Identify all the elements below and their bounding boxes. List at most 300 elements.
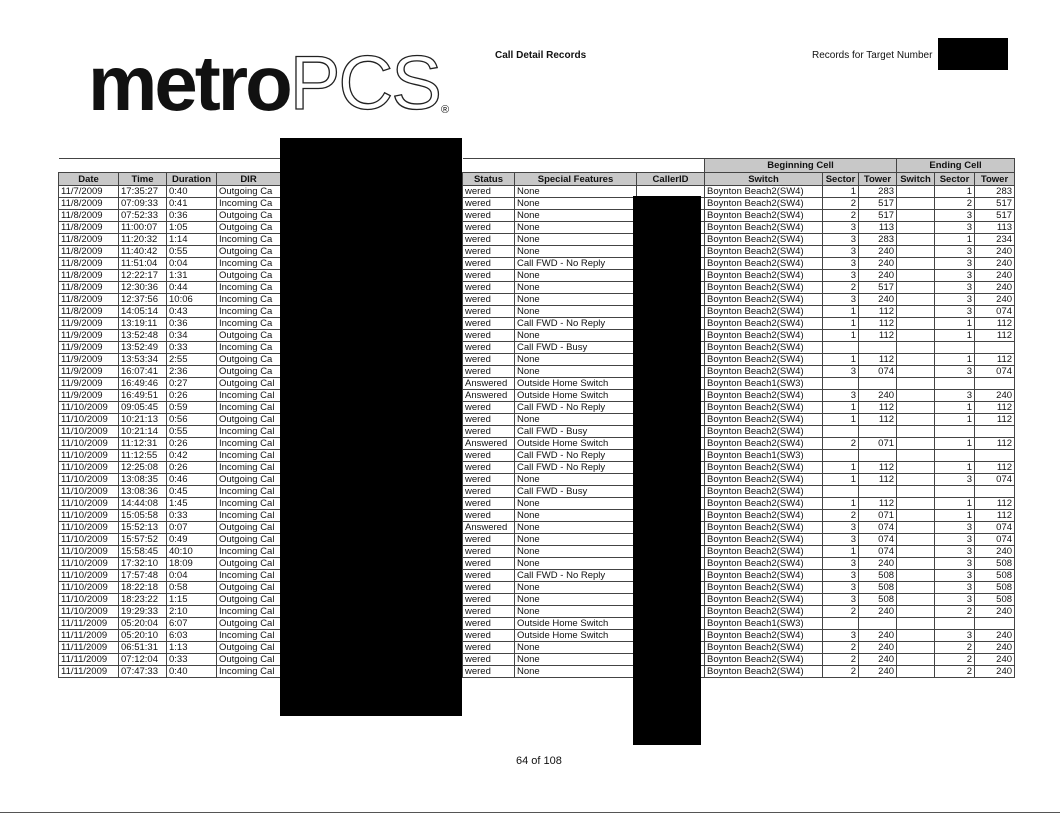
- table-cell: 11/8/2009: [59, 198, 119, 210]
- table-cell: 112: [859, 462, 897, 474]
- table-cell: 517: [975, 210, 1015, 222]
- table-cell: Boynton Beach2(SW4): [705, 498, 823, 510]
- table-cell: 234: [975, 234, 1015, 246]
- table-cell: 3: [823, 630, 859, 642]
- table-row: [59, 246, 281, 258]
- table-cell: 11/9/2009: [59, 318, 119, 330]
- table-cell: Boynton Beach2(SW4): [705, 402, 823, 414]
- table-row: [463, 666, 1015, 678]
- table-cell: 3: [935, 522, 975, 534]
- table-cell: Outgoing Cal: [217, 378, 281, 390]
- table-cell: 240: [975, 606, 1015, 618]
- table-cell: Boynton Beach1(SW3): [705, 618, 823, 630]
- table-cell: 0:33: [167, 510, 217, 522]
- table-cell: [897, 534, 935, 546]
- table-cell: 074: [859, 366, 897, 378]
- table-row: [59, 522, 281, 534]
- redaction-callerid-column: [633, 196, 701, 745]
- column-header: Special Features: [515, 173, 637, 186]
- table-cell: Outgoing Cal: [217, 474, 281, 486]
- table-cell: 3: [935, 582, 975, 594]
- table-cell: None: [515, 510, 637, 522]
- table-cell: 17:32:10: [119, 558, 167, 570]
- table-cell: 508: [975, 594, 1015, 606]
- table-cell: Incoming Ca: [217, 318, 281, 330]
- table-cell: 3: [935, 246, 975, 258]
- table-cell: 0:33: [167, 654, 217, 666]
- table-cell: 15:58:45: [119, 546, 167, 558]
- table-cell: Incoming Ca: [217, 282, 281, 294]
- table-cell: 11:12:55: [119, 450, 167, 462]
- table-row: [463, 558, 1015, 570]
- table-cell: [897, 282, 935, 294]
- table-cell: wered: [463, 354, 515, 366]
- table-cell: 07:52:33: [119, 210, 167, 222]
- table-cell: 1: [823, 354, 859, 366]
- table-cell: 0:40: [167, 186, 217, 198]
- table-row: [463, 498, 1015, 510]
- table-cell: None: [515, 474, 637, 486]
- table-cell: None: [515, 234, 637, 246]
- table-cell: Incoming Ca: [217, 342, 281, 354]
- spacer-cell: [167, 159, 217, 173]
- table-cell: Outgoing Ca: [217, 270, 281, 282]
- table-cell: wered: [463, 186, 515, 198]
- table-cell: 0:07: [167, 522, 217, 534]
- table-row: [463, 582, 1015, 594]
- table-cell: Outgoing Ca: [217, 222, 281, 234]
- target-number-label: Records for Target Number: [812, 50, 933, 61]
- table-cell: 1: [935, 354, 975, 366]
- table-cell: wered: [463, 654, 515, 666]
- table-row: [463, 294, 1015, 306]
- table-cell: Incoming Cal: [217, 390, 281, 402]
- table-cell: Incoming Cal: [217, 546, 281, 558]
- table-cell: 240: [859, 630, 897, 642]
- table-cell: 1: [823, 462, 859, 474]
- table-cell: wered: [463, 342, 515, 354]
- table-row: [59, 654, 281, 666]
- table-cell: Outgoing Ca: [217, 210, 281, 222]
- table-cell: Boynton Beach2(SW4): [705, 438, 823, 450]
- table-cell: [897, 642, 935, 654]
- table-cell: 1: [935, 510, 975, 522]
- table-cell: 11/10/2009: [59, 486, 119, 498]
- table-row: [463, 378, 1015, 390]
- table-cell: wered: [463, 282, 515, 294]
- table-cell: 2: [823, 642, 859, 654]
- table-cell: 240: [859, 270, 897, 282]
- table-cell: 11/8/2009: [59, 294, 119, 306]
- table-cell: None: [515, 222, 637, 234]
- table-cell: 11/8/2009: [59, 282, 119, 294]
- table-cell: Boynton Beach2(SW4): [705, 606, 823, 618]
- table-cell: None: [515, 282, 637, 294]
- table-cell: 112: [859, 354, 897, 366]
- table-cell: 283: [975, 186, 1015, 198]
- table-cell: 14:05:14: [119, 306, 167, 318]
- logo-pcs-text: PCS: [289, 41, 440, 126]
- table-cell: 0:27: [167, 378, 217, 390]
- table-cell: 517: [859, 210, 897, 222]
- table-cell: [897, 270, 935, 282]
- table-row: [59, 294, 281, 306]
- table-cell: Outgoing Cal: [217, 534, 281, 546]
- table-cell: [935, 342, 975, 354]
- table-cell: wered: [463, 570, 515, 582]
- table-cell: Outside Home Switch: [515, 378, 637, 390]
- table-cell: 1:05: [167, 222, 217, 234]
- table-cell: Boynton Beach2(SW4): [705, 294, 823, 306]
- table-cell: 2: [823, 510, 859, 522]
- table-cell: wered: [463, 198, 515, 210]
- table-cell: 11/9/2009: [59, 330, 119, 342]
- table-cell: 18:22:18: [119, 582, 167, 594]
- table-cell: None: [515, 246, 637, 258]
- table-cell: 1: [823, 402, 859, 414]
- table-cell: 240: [859, 390, 897, 402]
- table-row: [59, 366, 281, 378]
- table-cell: Incoming Cal: [217, 570, 281, 582]
- table-cell: 3: [935, 222, 975, 234]
- table-cell: 1: [823, 306, 859, 318]
- table-cell: [897, 390, 935, 402]
- table-cell: 11/8/2009: [59, 306, 119, 318]
- table-row: [463, 426, 1015, 438]
- table-cell: Incoming Ca: [217, 306, 281, 318]
- table-cell: None: [515, 594, 637, 606]
- table-cell: None: [515, 498, 637, 510]
- table-cell: 3: [935, 258, 975, 270]
- table-cell: None: [515, 666, 637, 678]
- table-cell: 11/8/2009: [59, 246, 119, 258]
- table-cell: wered: [463, 222, 515, 234]
- table-cell: 3: [935, 210, 975, 222]
- table-row: [59, 666, 281, 678]
- table-cell: Outside Home Switch: [515, 630, 637, 642]
- table-cell: 1: [823, 414, 859, 426]
- table-cell: 2: [823, 438, 859, 450]
- table-row: [463, 402, 1015, 414]
- ending-cell-header: Ending Cell: [897, 159, 1015, 173]
- table-row: [59, 318, 281, 330]
- table-cell: 0:34: [167, 330, 217, 342]
- table-cell: [823, 618, 859, 630]
- table-cell: 11/10/2009: [59, 402, 119, 414]
- table-row: [59, 210, 281, 222]
- table-cell: 3: [823, 582, 859, 594]
- spacer-cell: [637, 159, 705, 173]
- table-cell: Boynton Beach2(SW4): [705, 390, 823, 402]
- table-cell: 2: [823, 606, 859, 618]
- table-cell: Incoming Cal: [217, 426, 281, 438]
- table-cell: 0:46: [167, 474, 217, 486]
- table-cell: 240: [975, 246, 1015, 258]
- table-cell: Outgoing Cal: [217, 558, 281, 570]
- table-cell: None: [515, 270, 637, 282]
- table-cell: 05:20:04: [119, 618, 167, 630]
- table-cell: [897, 654, 935, 666]
- table-cell: 2: [935, 666, 975, 678]
- table-cell: 283: [859, 234, 897, 246]
- table-cell: Boynton Beach2(SW4): [705, 462, 823, 474]
- left-records-table: [58, 158, 281, 678]
- table-cell: 112: [859, 414, 897, 426]
- table-cell: Incoming Cal: [217, 630, 281, 642]
- column-header: CallerID: [637, 173, 705, 186]
- table-cell: 11/11/2009: [59, 618, 119, 630]
- table-row: [463, 486, 1015, 498]
- table-cell: None: [515, 642, 637, 654]
- table-cell: 0:56: [167, 414, 217, 426]
- table-cell: Incoming Cal: [217, 462, 281, 474]
- table-cell: 3: [823, 258, 859, 270]
- table-cell: wered: [463, 450, 515, 462]
- table-cell: 6:03: [167, 630, 217, 642]
- table-cell: 09:05:45: [119, 402, 167, 414]
- table-cell: 11/10/2009: [59, 558, 119, 570]
- table-row: [59, 450, 281, 462]
- table-cell: 3: [935, 282, 975, 294]
- table-row: [463, 270, 1015, 282]
- table-spacer-row: [59, 159, 281, 173]
- table-row: [59, 462, 281, 474]
- table-row: [59, 558, 281, 570]
- table-cell: 3: [935, 570, 975, 582]
- table-cell: 3: [823, 246, 859, 258]
- table-row: [59, 570, 281, 582]
- table-cell: Incoming Cal: [217, 486, 281, 498]
- table-cell: 1: [935, 498, 975, 510]
- spacer-cell: [463, 159, 515, 173]
- table-row: [463, 342, 1015, 354]
- table-cell: Call FWD - No Reply: [515, 450, 637, 462]
- table-cell: Boynton Beach2(SW4): [705, 486, 823, 498]
- table-cell: Outgoing Ca: [217, 246, 281, 258]
- table-row: [463, 450, 1015, 462]
- table-cell: wered: [463, 462, 515, 474]
- table-row: [59, 234, 281, 246]
- table-cell: 508: [859, 570, 897, 582]
- table-cell: Outgoing Cal: [217, 522, 281, 534]
- table-cell: None: [515, 366, 637, 378]
- table-row: [59, 402, 281, 414]
- right-records-table: [462, 158, 1015, 678]
- table-cell: 508: [859, 594, 897, 606]
- column-header: Time: [119, 173, 167, 186]
- table-row: [463, 354, 1015, 366]
- table-cell: 10:21:14: [119, 426, 167, 438]
- table-cell: Incoming Ca: [217, 198, 281, 210]
- table-cell: 3: [823, 534, 859, 546]
- table-cell: [897, 342, 935, 354]
- column-header: Status: [463, 173, 515, 186]
- table-cell: wered: [463, 510, 515, 522]
- table-cell: wered: [463, 606, 515, 618]
- table-cell: [897, 498, 935, 510]
- table-cell: 19:29:33: [119, 606, 167, 618]
- table-cell: [823, 426, 859, 438]
- table-cell: Boynton Beach2(SW4): [705, 570, 823, 582]
- table-cell: wered: [463, 666, 515, 678]
- table-cell: 18:09: [167, 558, 217, 570]
- table-cell: 112: [975, 438, 1015, 450]
- table-cell: 0:42: [167, 450, 217, 462]
- table-cell: 11:12:31: [119, 438, 167, 450]
- column-header: Switch: [897, 173, 935, 186]
- table-cell: [935, 486, 975, 498]
- table-cell: 240: [975, 666, 1015, 678]
- table-cell: 06:51:31: [119, 642, 167, 654]
- table-cell: [975, 378, 1015, 390]
- table-cell: 40:10: [167, 546, 217, 558]
- table-cell: 0:59: [167, 402, 217, 414]
- table-cell: None: [515, 546, 637, 558]
- table-cell: wered: [463, 246, 515, 258]
- table-row: [59, 306, 281, 318]
- table-row: [59, 594, 281, 606]
- table-cell: 11/10/2009: [59, 522, 119, 534]
- table-cell: 11/11/2009: [59, 654, 119, 666]
- table-cell: 112: [975, 354, 1015, 366]
- column-header: Tower: [975, 173, 1015, 186]
- table-row: [59, 534, 281, 546]
- table-cell: 1: [935, 318, 975, 330]
- table-cell: 11/9/2009: [59, 366, 119, 378]
- table-cell: 11/9/2009: [59, 342, 119, 354]
- table-cell: Call FWD - Busy: [515, 342, 637, 354]
- table-row: [59, 342, 281, 354]
- table-cell: 1: [935, 402, 975, 414]
- table-cell: Call FWD - No Reply: [515, 570, 637, 582]
- table-row: [463, 210, 1015, 222]
- table-cell: 0:41: [167, 198, 217, 210]
- table-cell: Boynton Beach2(SW4): [705, 330, 823, 342]
- table-cell: Answered: [463, 390, 515, 402]
- table-cell: 11/9/2009: [59, 390, 119, 402]
- table-cell: 16:49:51: [119, 390, 167, 402]
- table-cell: 113: [975, 222, 1015, 234]
- table-cell: 0:04: [167, 570, 217, 582]
- table-cell: wered: [463, 366, 515, 378]
- table-cell: 071: [859, 510, 897, 522]
- table-cell: 0:58: [167, 582, 217, 594]
- table-cell: 240: [975, 630, 1015, 642]
- table-cell: 3: [823, 270, 859, 282]
- table-cell: 3: [823, 390, 859, 402]
- table-cell: [897, 426, 935, 438]
- table-row: [59, 606, 281, 618]
- table-row: [463, 234, 1015, 246]
- table-cell: 3: [823, 222, 859, 234]
- table-row: [59, 198, 281, 210]
- table-cell: [897, 630, 935, 642]
- table-row: [463, 570, 1015, 582]
- table-cell: Call FWD - Busy: [515, 426, 637, 438]
- table-cell: 11/10/2009: [59, 594, 119, 606]
- table-cell: 1: [823, 318, 859, 330]
- logo-registered-mark: ®: [441, 104, 450, 116]
- table-cell: 1:45: [167, 498, 217, 510]
- table-cell: Outgoing Cal: [217, 618, 281, 630]
- table-cell: [897, 198, 935, 210]
- table-row: [463, 306, 1015, 318]
- table-cell: 508: [975, 570, 1015, 582]
- table-cell: Outgoing Ca: [217, 186, 281, 198]
- table-cell: [897, 438, 935, 450]
- table-row: [463, 198, 1015, 210]
- table-cell: 112: [859, 474, 897, 486]
- table-cell: [897, 474, 935, 486]
- table-row: [463, 474, 1015, 486]
- table-cell: 0:26: [167, 462, 217, 474]
- table-row: [463, 546, 1015, 558]
- table-cell: 3: [935, 270, 975, 282]
- table-cell: 3: [823, 234, 859, 246]
- table-cell: 1: [823, 546, 859, 558]
- table-cell: 10:21:13: [119, 414, 167, 426]
- table-cell: 11/8/2009: [59, 234, 119, 246]
- table-cell: Boynton Beach2(SW4): [705, 306, 823, 318]
- table-cell: 11/11/2009: [59, 630, 119, 642]
- table-cell: 0:33: [167, 342, 217, 354]
- table-cell: [897, 258, 935, 270]
- table-row: [59, 618, 281, 630]
- table-cell: [897, 294, 935, 306]
- table-cell: Outgoing Ca: [217, 354, 281, 366]
- table-cell: Incoming Cal: [217, 498, 281, 510]
- table-cell: 074: [975, 522, 1015, 534]
- table-cell: 2:10: [167, 606, 217, 618]
- table-row: [59, 378, 281, 390]
- table-row: [59, 270, 281, 282]
- column-header: Date: [59, 173, 119, 186]
- table-row: [59, 498, 281, 510]
- table-cell: 11/10/2009: [59, 546, 119, 558]
- table-cell: 11/10/2009: [59, 534, 119, 546]
- table-row: [463, 438, 1015, 450]
- table-cell: wered: [463, 594, 515, 606]
- table-row: [463, 414, 1015, 426]
- table-cell: [859, 342, 897, 354]
- table-cell: 074: [859, 546, 897, 558]
- table-header-row: [59, 173, 281, 186]
- table-cell: [897, 666, 935, 678]
- table-cell: Incoming Ca: [217, 234, 281, 246]
- table-cell: Boynton Beach2(SW4): [705, 414, 823, 426]
- column-header: Tower: [859, 173, 897, 186]
- table-cell: 3: [935, 630, 975, 642]
- table-cell: 1: [935, 234, 975, 246]
- table-cell: Boynton Beach2(SW4): [705, 642, 823, 654]
- table-cell: 3: [935, 366, 975, 378]
- table-cell: 240: [975, 258, 1015, 270]
- table-cell: [975, 342, 1015, 354]
- group-header-row: [463, 159, 1015, 173]
- table-cell: 3: [935, 306, 975, 318]
- redaction-target-number: [938, 38, 1008, 70]
- table-cell: 240: [975, 642, 1015, 654]
- table-cell: 15:57:52: [119, 534, 167, 546]
- table-cell: 1: [935, 414, 975, 426]
- table-cell: 11:40:42: [119, 246, 167, 258]
- table-cell: Boynton Beach2(SW4): [705, 630, 823, 642]
- document-title: Call Detail Records: [495, 50, 587, 61]
- table-cell: 11/8/2009: [59, 270, 119, 282]
- table-cell: [897, 306, 935, 318]
- table-cell: 1: [935, 186, 975, 198]
- table-row: [463, 366, 1015, 378]
